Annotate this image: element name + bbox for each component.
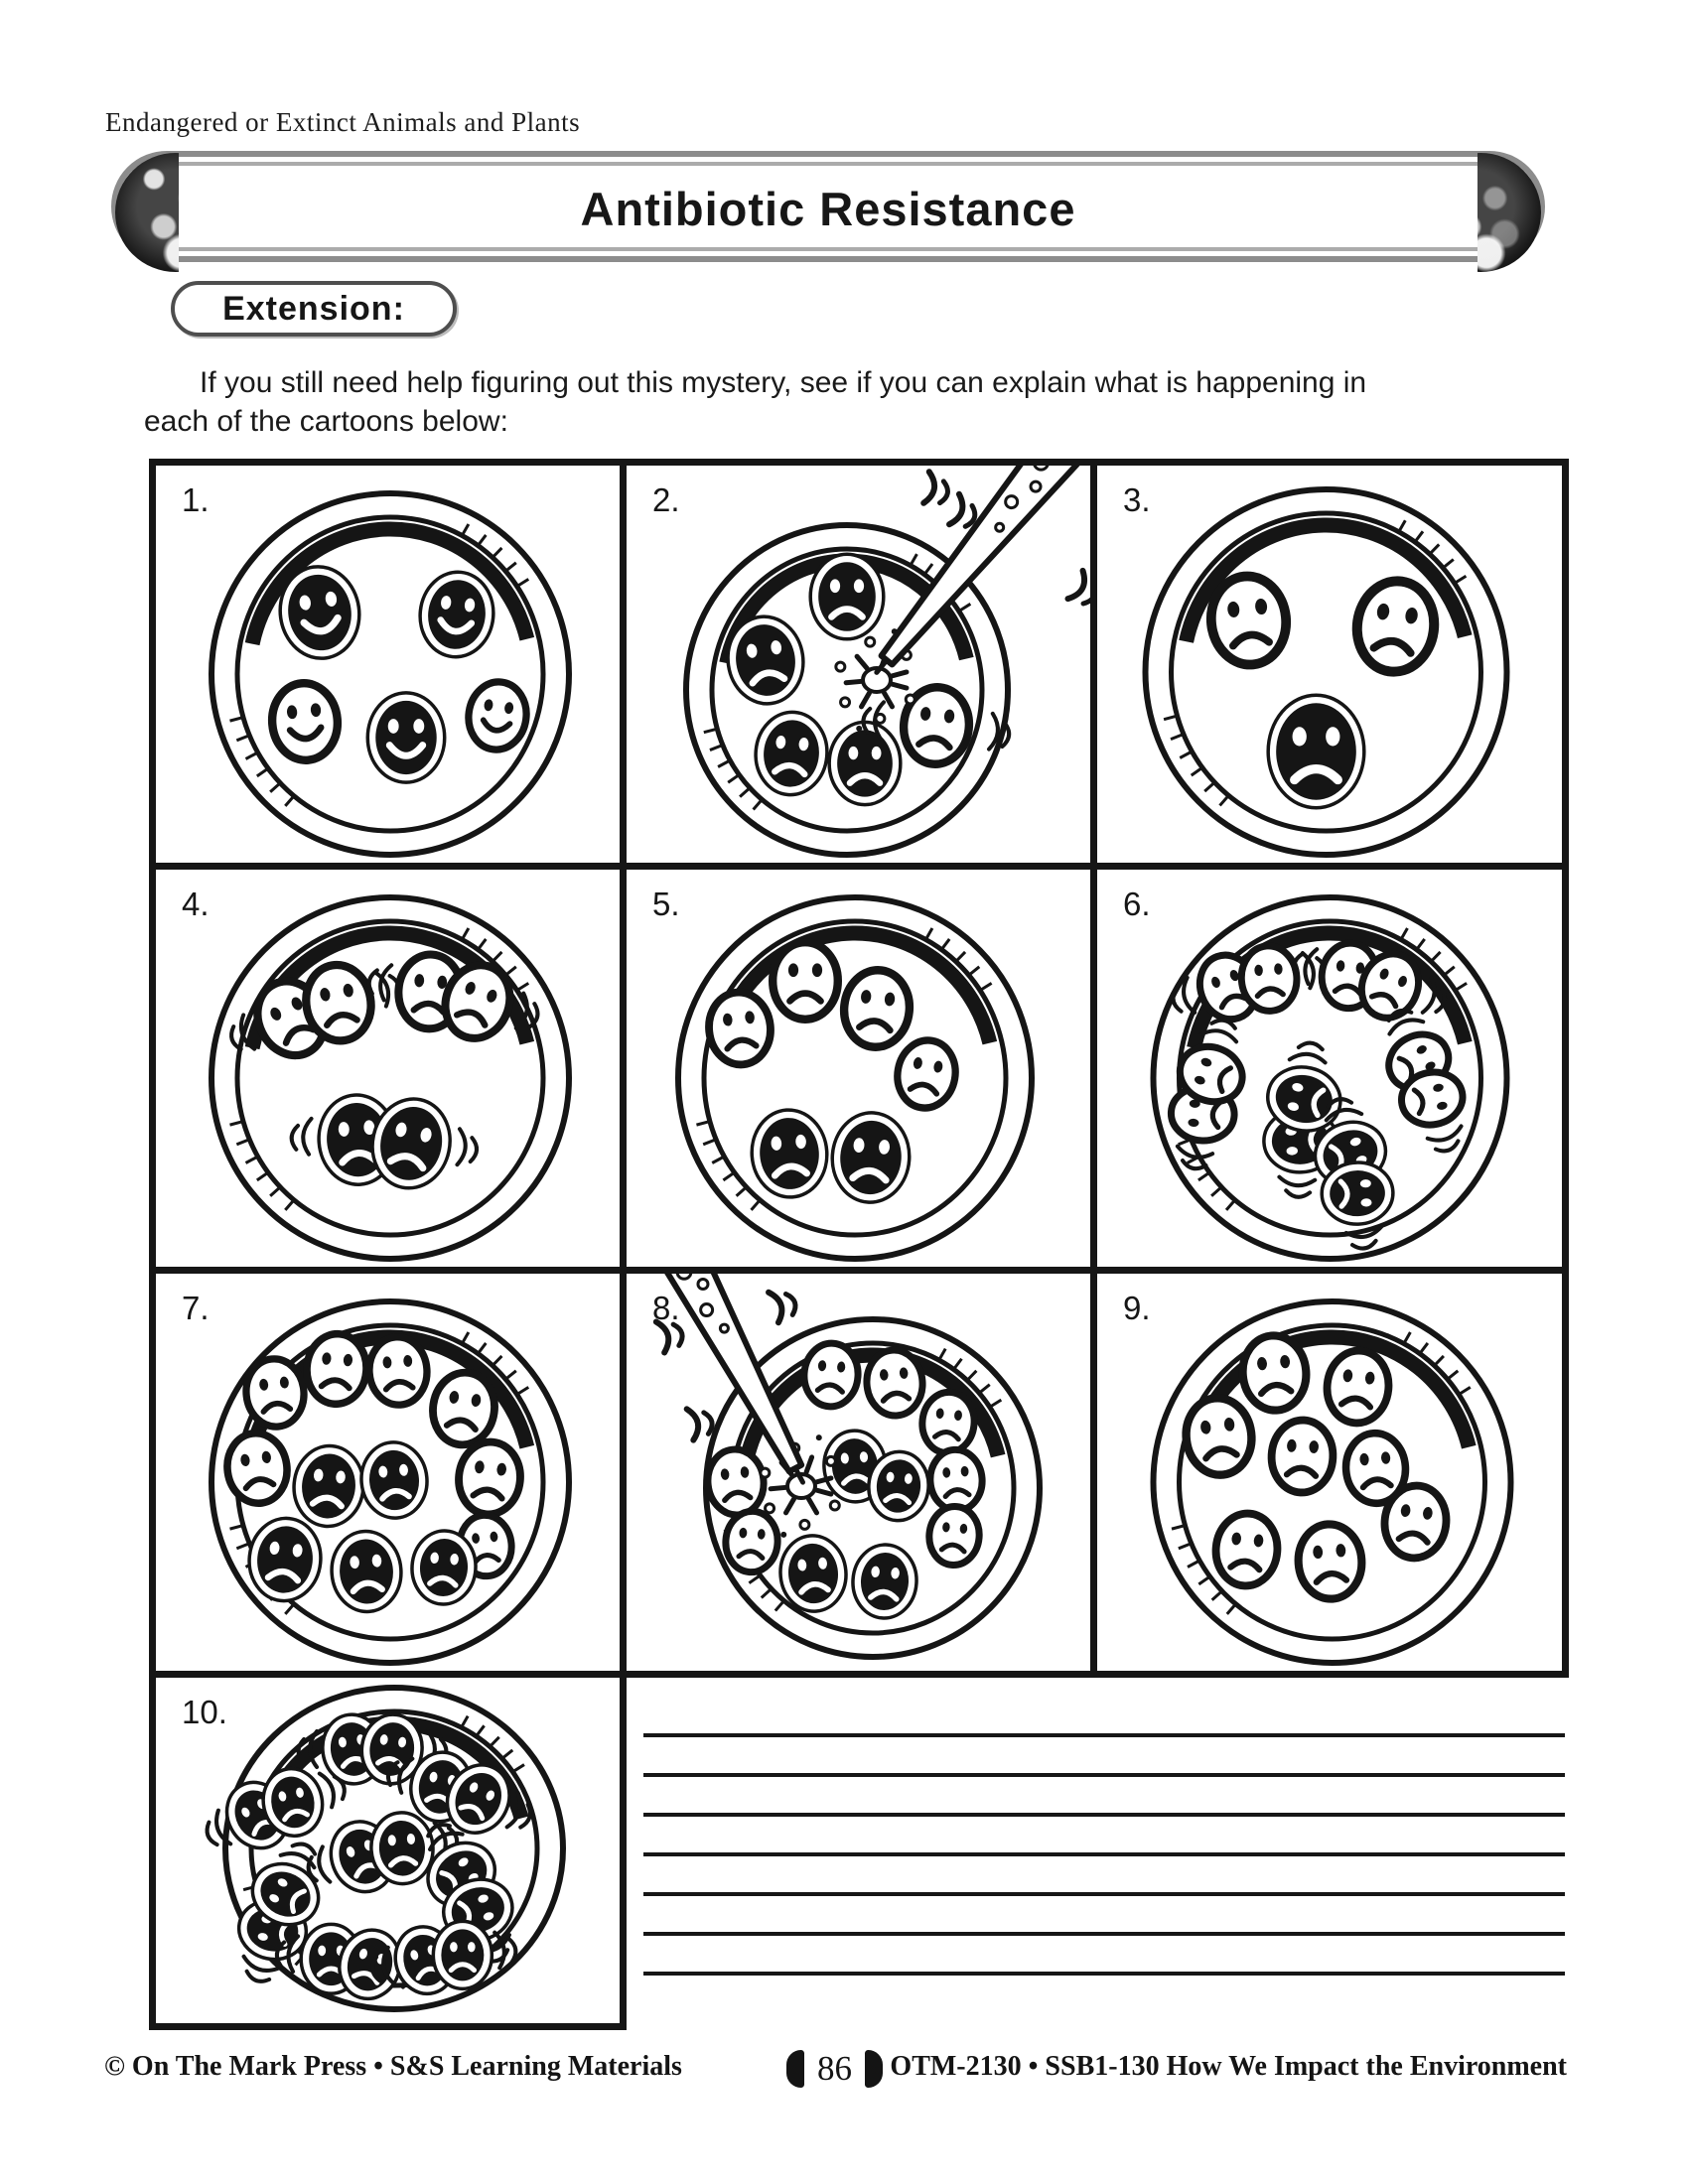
cartoon-panel-5 xyxy=(627,870,1090,1267)
panel-number: 5. xyxy=(652,886,680,922)
panel-number: 6. xyxy=(1123,886,1151,922)
title-banner xyxy=(111,151,1545,262)
extension-heading xyxy=(171,281,457,337)
cartoon-panel-4 xyxy=(156,870,620,1267)
cartoon-panel-7 xyxy=(156,1274,620,1671)
petri-dish-illustration xyxy=(627,466,1090,863)
cartoon-panel-9 xyxy=(1097,1274,1562,1671)
page-footer xyxy=(0,2047,1688,2091)
answer-line[interactable] xyxy=(643,1932,1565,1936)
panel-number: 4. xyxy=(182,886,210,922)
page-number-right-crescent-icon xyxy=(865,2050,883,2088)
answer-line[interactable] xyxy=(643,1972,1565,1976)
petri-dish-illustration xyxy=(1097,1274,1562,1671)
panel-number: 9. xyxy=(1123,1290,1151,1326)
cartoon-panel-1 xyxy=(156,466,620,863)
petri-dish-illustration xyxy=(1097,466,1562,863)
cartoon-grid xyxy=(149,459,1569,1678)
intro-paragraph xyxy=(144,363,1534,441)
extension-label: Extension: xyxy=(222,289,405,328)
page-number-group xyxy=(786,2047,883,2091)
answer-line[interactable] xyxy=(643,1892,1565,1896)
panel-number: 2. xyxy=(652,481,680,518)
petri-dish-illustration xyxy=(156,466,620,863)
answer-line[interactable] xyxy=(643,1733,1565,1737)
panel-number: 10. xyxy=(182,1694,227,1730)
petri-dish-illustration xyxy=(627,1274,1090,1671)
cartoon-panel-8 xyxy=(627,1274,1090,1671)
panel-number: 7. xyxy=(182,1290,210,1326)
copyright-text: © On The Mark Press • S&S Learning Materials xyxy=(104,2051,682,2082)
answer-line[interactable] xyxy=(643,1852,1565,1856)
page-title: Antibiotic Resistance xyxy=(580,182,1076,235)
petri-dish-illustration xyxy=(1097,870,1562,1267)
petri-dish-illustration xyxy=(156,870,620,1267)
edition-text: OTM-2130 • SSB1-130 How We Impact the Environment xyxy=(890,2051,1567,2082)
cartoon-panel-10 xyxy=(149,1678,627,2030)
intro-line-2: each of the cartoons below: xyxy=(144,405,508,438)
earth-right-icon xyxy=(1477,153,1541,272)
cartoon-panel-2 xyxy=(627,466,1090,863)
cartoon-panel-6 xyxy=(1097,870,1562,1267)
panel-number: 1. xyxy=(182,481,210,518)
intro-line-1: If you still need help figuring out this mystery, see if you can explain what is happening in xyxy=(200,366,1367,399)
panel-number: 3. xyxy=(1123,481,1151,518)
answer-line[interactable] xyxy=(643,1773,1565,1777)
answer-line[interactable] xyxy=(643,1813,1565,1817)
answer-lines-area xyxy=(643,1733,1565,1976)
panel-number: 8. xyxy=(652,1290,680,1326)
petri-dish-illustration xyxy=(156,1274,620,1671)
page-number-left-crescent-icon xyxy=(786,2050,804,2088)
earth-left-icon xyxy=(115,153,179,272)
page-number: 86 xyxy=(817,2049,852,2088)
book-section-title: Endangered or Extinct Animals and Plants xyxy=(105,107,581,137)
petri-dish-illustration xyxy=(627,870,1090,1267)
cartoon-panel-3 xyxy=(1097,466,1562,863)
